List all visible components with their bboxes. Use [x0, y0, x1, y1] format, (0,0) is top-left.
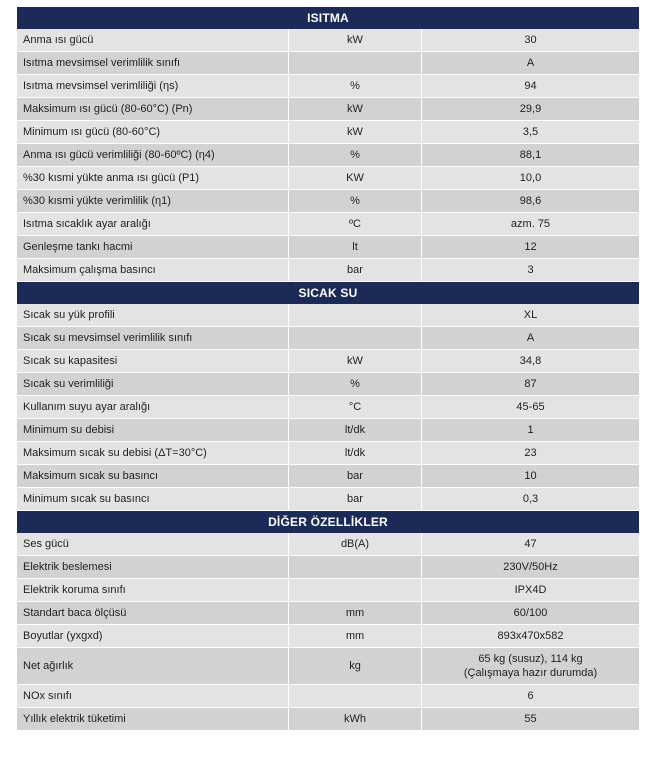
row-value: 98,6 [519, 195, 542, 207]
row-value: 230V/50Hz [503, 561, 558, 573]
table-row [17, 419, 639, 442]
table-row [17, 625, 639, 648]
row-value: 1 [527, 424, 534, 436]
table-row [17, 259, 639, 282]
table-row [17, 75, 639, 98]
row-label: Isıtma mevsimsel verimliliği (ηs) [23, 80, 179, 92]
table-row [17, 121, 639, 144]
row-value: A [526, 57, 535, 69]
table-row [17, 488, 639, 511]
row-label: Sıcak su kapasitesi [23, 355, 118, 367]
row-label: Maksimum çalışma basıncı [23, 264, 156, 276]
table-row [17, 465, 639, 488]
row-value: 34,8 [519, 355, 542, 367]
row-label: Elektrik koruma sınıfı [23, 584, 126, 596]
table-row [17, 98, 639, 121]
table-row [17, 442, 639, 465]
row-label: Net ağırlık [23, 660, 74, 672]
row-value: 88,1 [519, 149, 542, 161]
row-label: Ses gücü [23, 538, 69, 550]
row-value: 60/100 [513, 607, 548, 619]
row-value: 45-65 [516, 401, 545, 413]
row-label: Minimum su debisi [23, 424, 115, 436]
row-unit: kW [288, 121, 422, 143]
section-header: DİĞER ÖZELLİKLER [17, 511, 639, 533]
row-value: 893x470x582 [497, 630, 564, 642]
row-value: A [526, 332, 535, 344]
table-row [17, 396, 639, 419]
row-unit: % [288, 190, 422, 212]
row-label: Kullanım suyu ayar aralığı [23, 401, 151, 413]
table-row [17, 52, 639, 75]
row-value: 47 [524, 538, 537, 550]
row-value: azm. 75 [510, 218, 551, 230]
row-value: 3,5 [522, 126, 539, 138]
row-label: Sıcak su yük profili [23, 309, 115, 321]
row-unit: kW [288, 98, 422, 120]
row-unit: dB(A) [288, 533, 422, 555]
table-row [17, 327, 639, 350]
row-label: Boyutlar (yxgxd) [23, 630, 103, 642]
table-row [17, 373, 639, 396]
table-row [17, 350, 639, 373]
row-label: %30 kısmi yükte anma ısı gücü (P1) [23, 172, 200, 184]
table-row [17, 190, 639, 213]
row-unit [288, 579, 422, 601]
row-unit: KW [288, 167, 422, 189]
table-row [17, 602, 639, 625]
row-unit: kg [288, 648, 422, 684]
row-label: Maksimum sıcak su basıncı [23, 470, 159, 482]
section-header: ISITMA [17, 7, 639, 29]
table-row [17, 579, 639, 602]
row-unit: lt/dk [288, 442, 422, 464]
row-unit: % [288, 75, 422, 97]
table-row [17, 556, 639, 579]
table-row [17, 236, 639, 259]
row-unit: mm [288, 625, 422, 647]
row-value: 87 [524, 378, 537, 390]
row-value: 12 [524, 241, 537, 253]
table-row [17, 708, 639, 731]
row-label: Anma ısı gücü verimliliği (80-60ºC) (η4) [23, 149, 215, 161]
row-label: Sıcak su mevsimsel verimlilik sınıfı [23, 332, 193, 344]
row-unit: bar [288, 465, 422, 487]
row-label: Genleşme tankı hacmi [23, 241, 133, 253]
row-unit [288, 52, 422, 74]
row-unit: bar [288, 259, 422, 281]
row-label: Elektrik beslemesi [23, 561, 112, 573]
row-unit: kW [288, 350, 422, 372]
row-unit: °C [288, 396, 422, 418]
row-label: Isıtma sıcaklık ayar aralığı [23, 218, 151, 230]
row-value: 29,9 [519, 103, 542, 115]
spec-table [17, 7, 639, 731]
row-label: Minimum sıcak su basıncı [23, 493, 150, 505]
row-value: 10,0 [519, 172, 542, 184]
row-unit: mm [288, 602, 422, 624]
table-row [17, 685, 639, 708]
row-value: IPX4D [514, 584, 547, 596]
table-row [17, 167, 639, 190]
row-value: 65 kg (susuz), 114 kg (Çalışmaya hazır durumda) [463, 653, 598, 679]
row-value: 6 [527, 690, 534, 702]
row-label: Isıtma mevsimsel verimlilik sınıfı [23, 57, 181, 69]
row-unit: % [288, 373, 422, 395]
row-label: NOx sınıfı [23, 690, 72, 702]
row-unit: kWh [288, 708, 422, 730]
table-row [17, 29, 639, 52]
row-unit: lt [288, 236, 422, 258]
row-label: Minimum ısı gücü (80-60°C) [23, 126, 161, 138]
row-unit: bar [288, 488, 422, 510]
row-label: Maksimum sıcak su debisi (ΔT=30°C) [23, 447, 207, 459]
row-label: Anma ısı gücü [23, 34, 94, 46]
row-value: 55 [524, 713, 537, 725]
row-value: 10 [524, 470, 537, 482]
row-unit: kW [288, 29, 422, 51]
row-unit: lt/dk [288, 419, 422, 441]
table-row [17, 213, 639, 236]
row-label: Maksimum ısı gücü (80-60°C) (Pn) [23, 103, 193, 115]
section-header: SICAK SU [17, 282, 639, 304]
row-unit [288, 556, 422, 578]
row-unit: ºC [288, 213, 422, 235]
row-value: 94 [524, 80, 537, 92]
row-value: 23 [524, 447, 537, 459]
row-label: Yıllık elektrik tüketimi [23, 713, 126, 725]
row-value: 30 [524, 34, 537, 46]
table-row [17, 533, 639, 556]
row-value: 0,3 [522, 493, 539, 505]
row-label: %30 kısmi yükte verimlilik (η1) [23, 195, 171, 207]
row-label: Sıcak su verimliliği [23, 378, 114, 390]
row-unit: % [288, 144, 422, 166]
row-value: 3 [527, 264, 534, 276]
table-row [17, 144, 639, 167]
table-row [17, 304, 639, 327]
row-label: Standart baca ölçüsü [23, 607, 127, 619]
row-unit [288, 304, 422, 326]
row-unit [288, 685, 422, 707]
row-value: XL [523, 309, 538, 321]
table-row [17, 648, 639, 685]
row-unit [288, 327, 422, 349]
